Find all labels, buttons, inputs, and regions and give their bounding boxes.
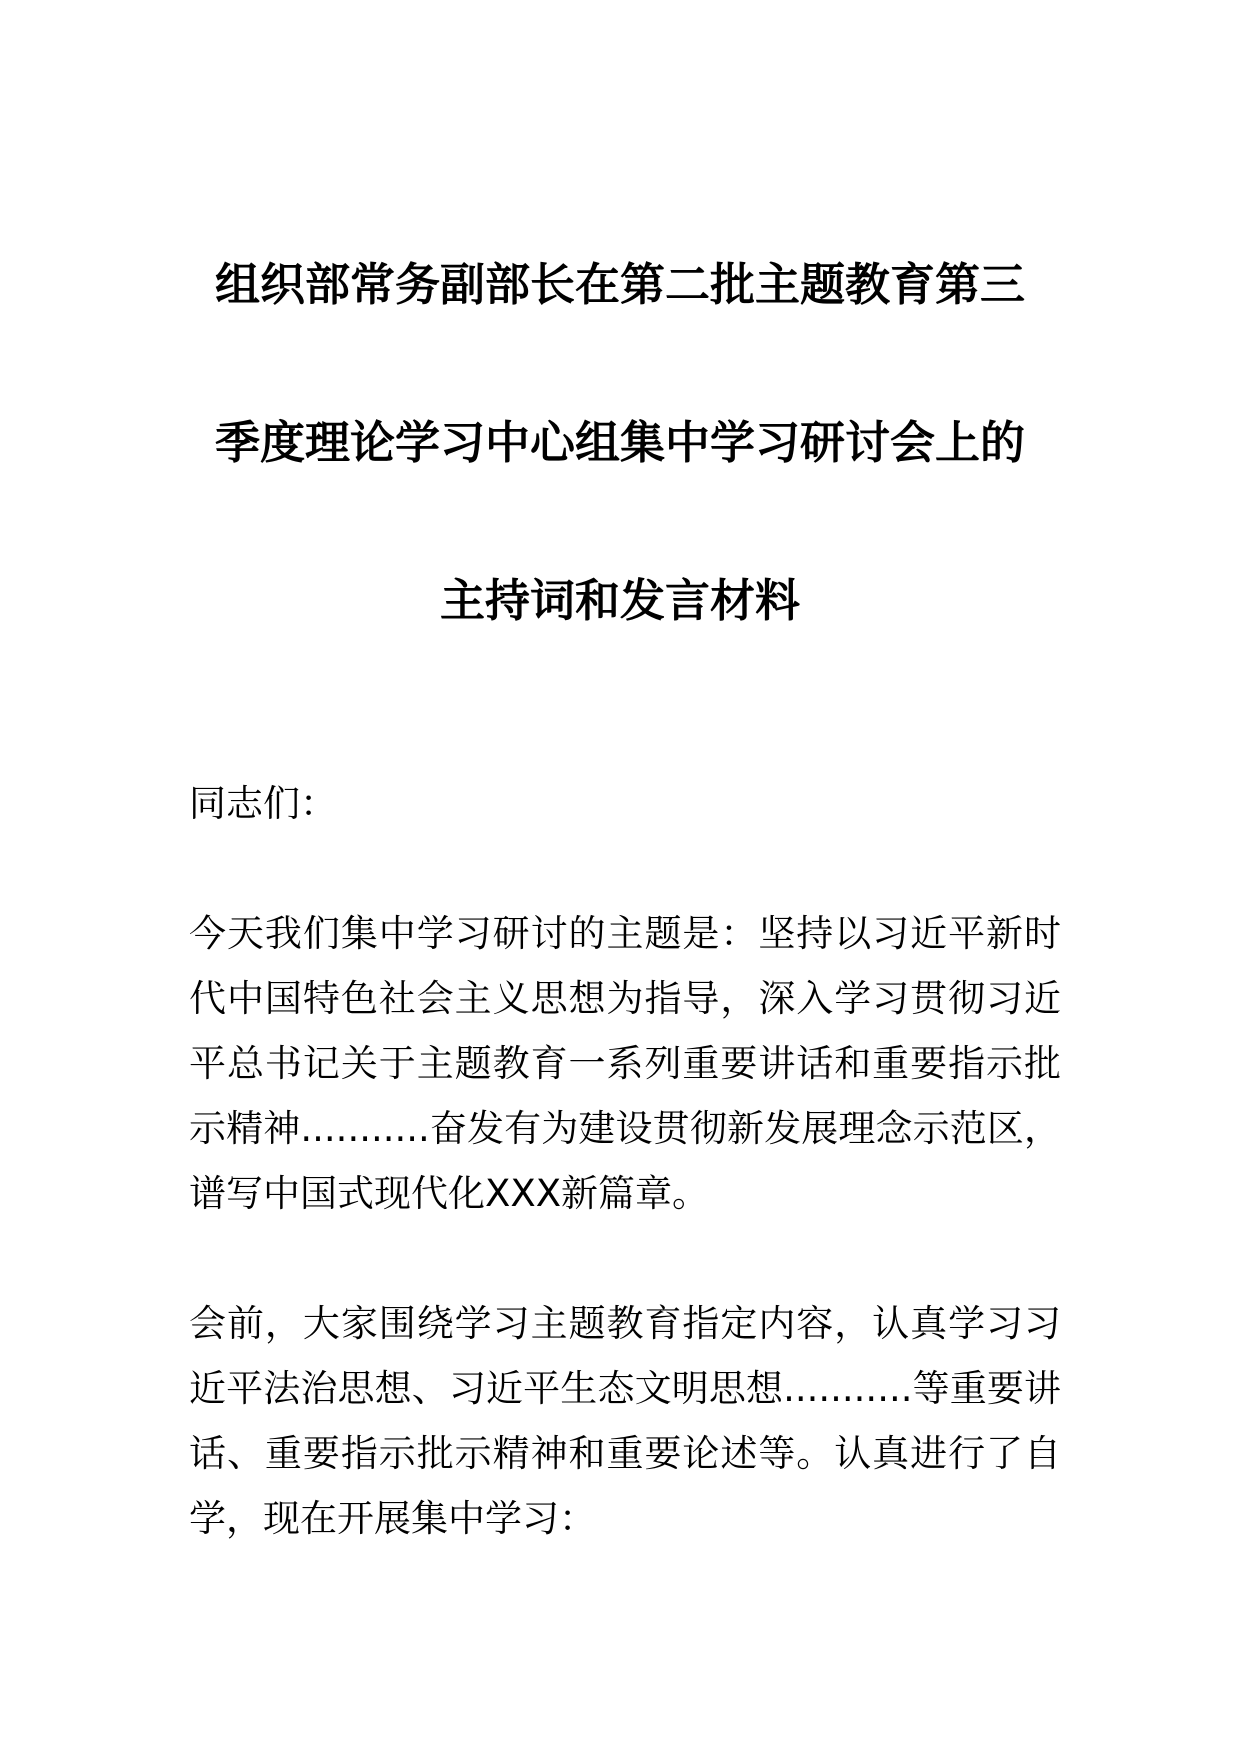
document-title bbox=[190, 206, 1050, 680]
document-body bbox=[189, 771, 1061, 1616]
salutation: 同志们： bbox=[189, 782, 337, 825]
paragraph: 今天我们集中学习研讨的主题是：坚持以习近平新时代中国特色社会主义思想为指导，深入学习贯彻习近平总书记关于主题教育一系列重要讲话和重要指示批示精神...........奋发有为建设贯彻新发展理念示范区，谱写中国式现代化XXX新篇章。 bbox=[189, 912, 1061, 1215]
paragraph: 会前，大家围绕学习主题教育指定内容，认真学习习近平法治思想、习近平生态文明思想...........等重要讲话、重要指示批示精神和重要论述等。认真进行了自学，现在开展集中学习： bbox=[189, 1302, 1061, 1540]
title-line: 组织部常务副部长在第二批主题教育第三 bbox=[214, 258, 1025, 311]
title-line: 季度理论学习中心组集中学习研讨会上的 bbox=[214, 416, 1025, 469]
title-line: 主持词和发言材料 bbox=[439, 574, 800, 627]
